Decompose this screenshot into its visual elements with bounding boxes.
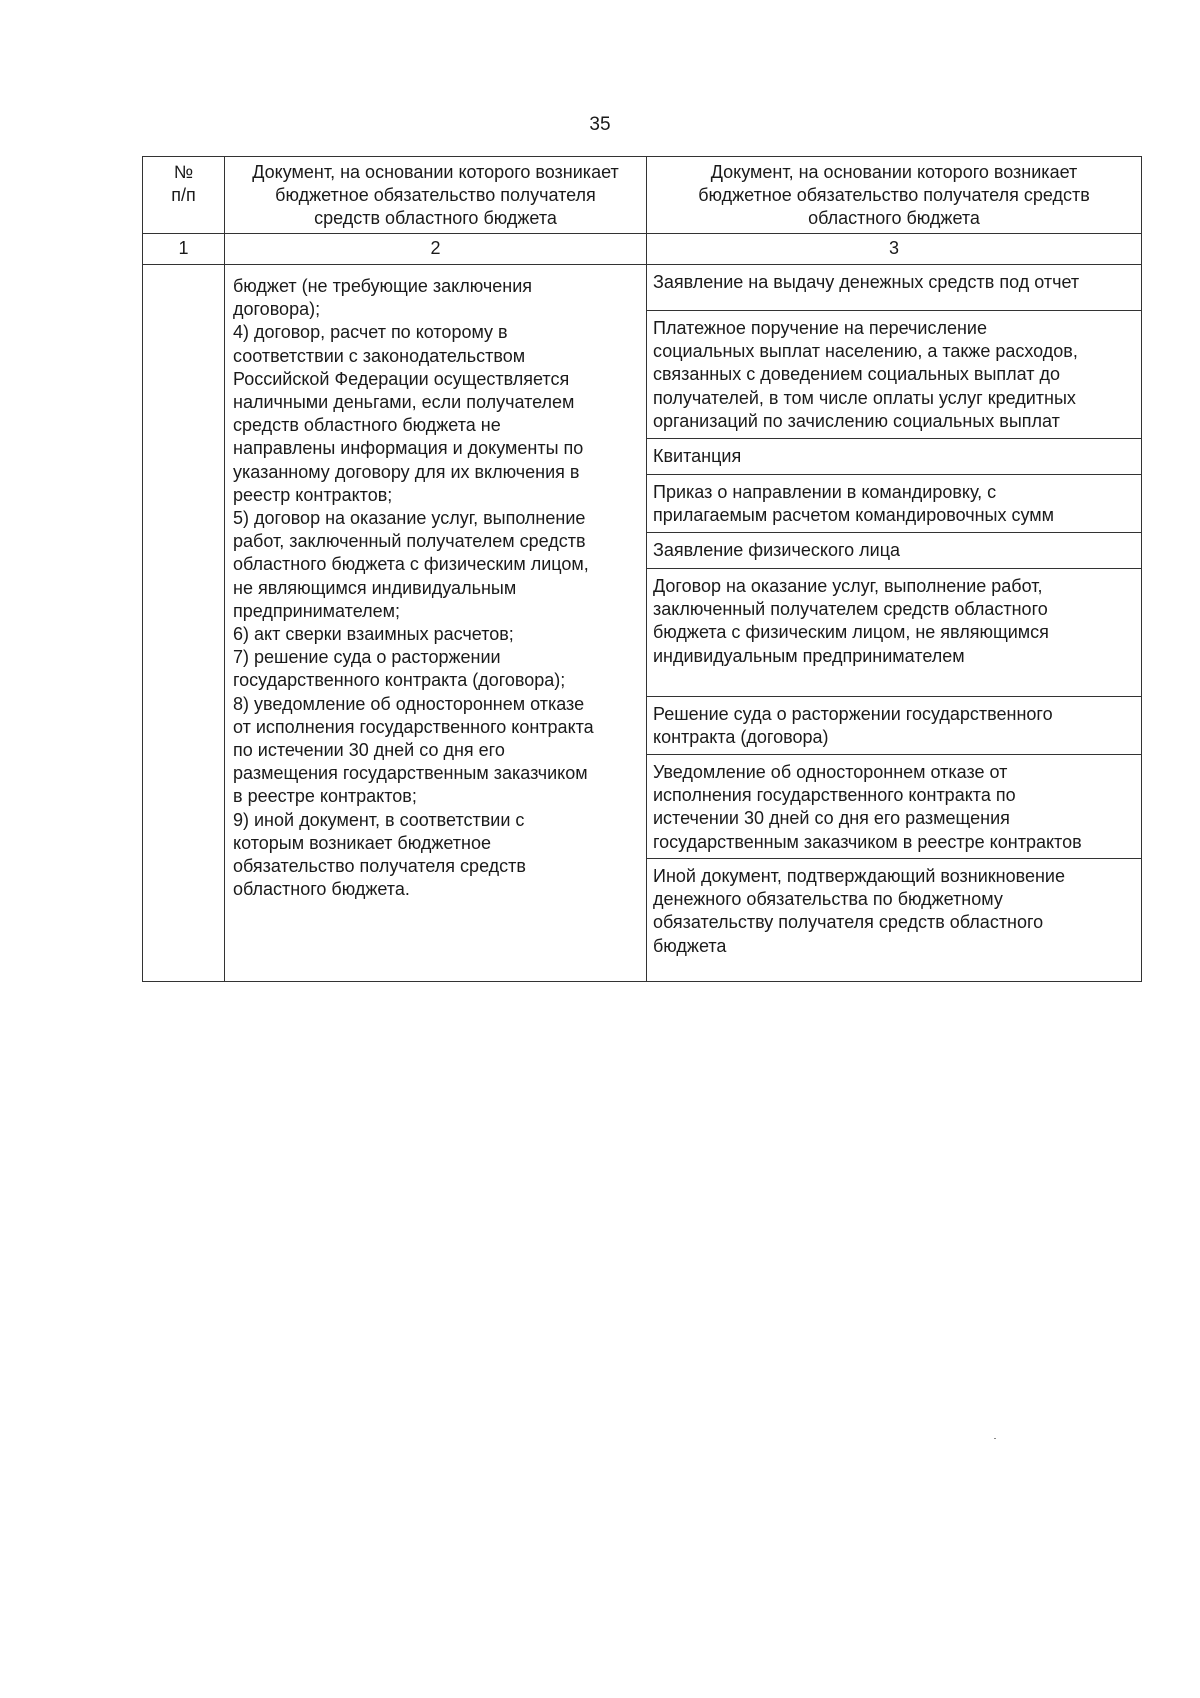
table-row: Квитанция (647, 439, 1141, 475)
table-row: Приказ о направлении в командировку, с прилагаемым расчетом командировочных сумм (647, 475, 1141, 533)
column-number-2: 2 (225, 234, 647, 264)
header-document-cell: Документ, на основании которого возникает бюджетное обязательство получателя средств областного бюджета (225, 157, 647, 233)
confirmation-documents-list (647, 265, 1141, 981)
obligation-documents-list: бюджет (не требующие заключения договора); 4) договор, расчет по которому в соответствии с законодательством Российской Федерации осуществляется наличными деньгами, если получателем средств областного бюджета не направлены информация и документы по указанному договору для их включения в реестр контрактов; 5) договор на оказание услуг, выполнение работ, заключенный получателем средств областного бюджета с физическим лицом, не являющимся индивидуальным предпринимателем; 6) акт сверки взаимных расчетов; 7) решение суда о расторжении государственного контракта (договора); 8) уведомление об одностороннем отказе от исполнения государственного контракта по истечении 30 дней со дня его размещения государственным заказчиком в реестре контрактов; 9) иной документ, в соответствии с которым возникает бюджетное обязательство получателя средств областного бюджета. (225, 265, 647, 981)
table-row: Заявление физического лица (647, 533, 1141, 569)
table-row: Платежное поручение на перечисление социальных выплат населению, а также расходов, связанных с доведением социальных выплат до получателей, в том числе оплаты услуг кредитных организаций по зачислению социальных выплат (647, 311, 1141, 439)
table-row: Уведомление об одностороннем отказе от исполнения государственного контракта по истечении 30 дней со дня его размещения государственным заказчиком в реестре контрактов (647, 755, 1141, 859)
documents-table (142, 156, 1142, 982)
scan-speck (994, 1438, 996, 1439)
table-header-row (143, 157, 1141, 234)
table-row: Договор на оказание услуг, выполнение работ, заключенный получателем средств областного бюджета с физическим лицом, не являющимся индивидуальным предпринимателем (647, 569, 1141, 697)
column-numbers-row (143, 234, 1141, 265)
header-number-cell: № п/п (143, 157, 225, 233)
table-body-row (143, 265, 1141, 981)
column-number-1: 1 (143, 234, 225, 264)
table-row: Заявление на выдачу денежных средств под отчет (647, 265, 1141, 311)
empty-number-cell (143, 265, 225, 981)
table-row: Решение суда о расторжении государственного контракта (договора) (647, 697, 1141, 755)
header-document-cell-2: Документ, на основании которого возникает бюджетное обязательство получателя средств областного бюджета (698, 162, 1090, 228)
column-number-3: 3 (888, 238, 899, 258)
table-row: Иной документ, подтверждающий возникновение денежного обязательства по бюджетному обязательству получателя средств областного бюджета (653, 866, 1065, 956)
page-number: 35 (589, 114, 611, 135)
